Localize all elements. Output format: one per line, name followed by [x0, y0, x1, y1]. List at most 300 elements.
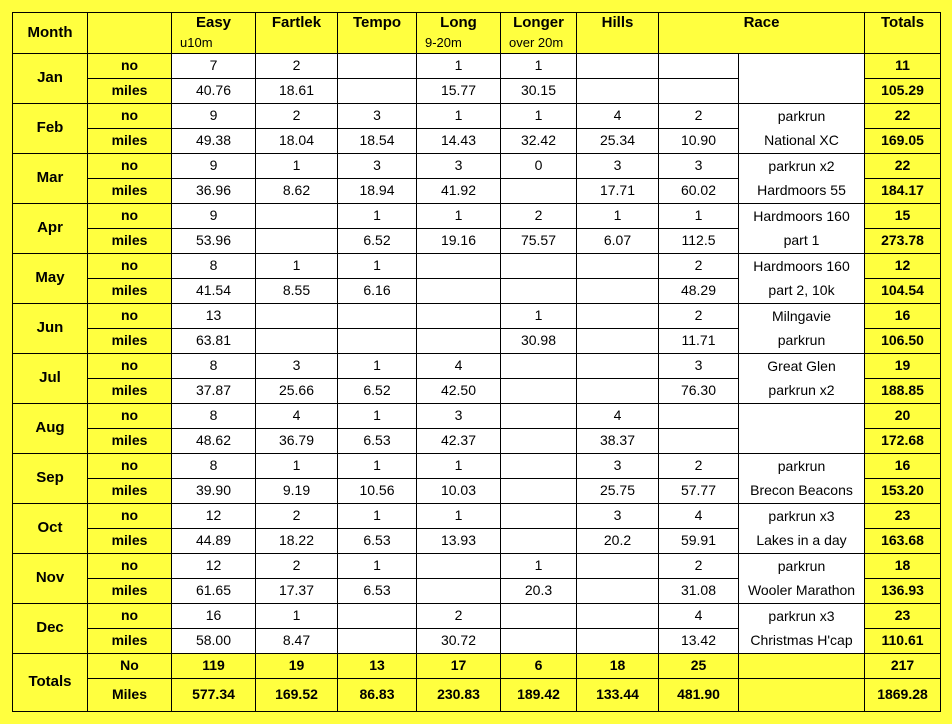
table-row	[13, 378, 941, 403]
cell-fartlek-miles	[256, 328, 338, 353]
header-fartlek: Fartlek	[256, 13, 338, 35]
total-long-no: 17	[417, 653, 501, 678]
total-miles: 163.68	[865, 528, 941, 553]
cell-longer-no: 1	[501, 553, 577, 578]
total-hills-no: 18	[577, 653, 659, 678]
table-row	[13, 178, 941, 203]
header-long: Long	[417, 13, 501, 35]
cell-fartlek-no: 2	[256, 503, 338, 528]
cell-longer-no	[501, 453, 577, 478]
row-label-miles: miles	[88, 178, 172, 203]
cell-long-miles: 42.37	[417, 428, 501, 453]
cell-easy-no: 12	[172, 553, 256, 578]
row-label-no: no	[88, 303, 172, 328]
header-row	[13, 13, 941, 35]
total-fartlek-no: 19	[256, 653, 338, 678]
cell-fartlek-miles: 8.62	[256, 178, 338, 203]
cell-longer-no	[501, 353, 577, 378]
cell-tempo-miles: 10.56	[338, 478, 417, 503]
total-no: 18	[865, 553, 941, 578]
cell-fartlek-no	[256, 203, 338, 228]
cell-hills-miles	[577, 628, 659, 653]
race-names-line2: parkrun x2	[739, 378, 865, 403]
total-miles: 106.50	[865, 328, 941, 353]
row-label-miles: miles	[88, 228, 172, 253]
cell-tempo-no: 1	[338, 253, 417, 278]
cell-tempo-no	[338, 53, 417, 78]
cell-long-no: 3	[417, 153, 501, 178]
race-names-line1: parkrun x2	[739, 153, 865, 178]
cell-hills-miles: 20.2	[577, 528, 659, 553]
row-label-no: no	[88, 603, 172, 628]
cell-fartlek-miles: 18.61	[256, 78, 338, 103]
cell-fartlek-no: 1	[256, 603, 338, 628]
race-names-line2: Brecon Beacons	[739, 478, 865, 503]
cell-long-no: 1	[417, 503, 501, 528]
cell-hills-no	[577, 53, 659, 78]
subheader-tempo	[338, 34, 417, 53]
cell-hills-miles: 25.34	[577, 128, 659, 153]
cell-easy-no: 8	[172, 353, 256, 378]
cell-easy-miles: 49.38	[172, 128, 256, 153]
table-row	[13, 503, 941, 528]
cell-tempo-miles	[338, 628, 417, 653]
cell-hills-miles: 25.75	[577, 478, 659, 503]
row-label-miles: miles	[88, 128, 172, 153]
cell-easy-miles: 44.89	[172, 528, 256, 553]
cell-long-no	[417, 303, 501, 328]
cell-easy-no: 9	[172, 103, 256, 128]
total-no: 19	[865, 353, 941, 378]
cell-long-no: 2	[417, 603, 501, 628]
cell-hills-no: 4	[577, 403, 659, 428]
cell-tempo-no: 3	[338, 153, 417, 178]
table-row	[13, 253, 941, 278]
cell-race-no: 2	[659, 303, 739, 328]
race-names-line1: parkrun x3	[739, 503, 865, 528]
cell-race-miles: 10.90	[659, 128, 739, 153]
race-names-line1: parkrun x3	[739, 603, 865, 628]
cell-tempo-no: 1	[338, 453, 417, 478]
subheader-long: 9-20m	[417, 34, 501, 53]
month-label: Nov	[13, 553, 88, 603]
table-row	[13, 78, 941, 103]
cell-easy-miles: 53.96	[172, 228, 256, 253]
race-names-line1: Hardmoors 160	[739, 203, 865, 228]
table-row	[13, 478, 941, 503]
row-label-miles: miles	[88, 378, 172, 403]
total-no: 16	[865, 303, 941, 328]
row-label-miles: miles	[88, 578, 172, 603]
cell-hills-miles	[577, 378, 659, 403]
cell-race-miles: 60.02	[659, 178, 739, 203]
total-tempo-miles: 86.83	[338, 678, 417, 711]
total-hills-miles: 133.44	[577, 678, 659, 711]
cell-hills-miles: 38.37	[577, 428, 659, 453]
cell-hills-miles	[577, 578, 659, 603]
cell-hills-miles	[577, 328, 659, 353]
cell-hills-miles: 6.07	[577, 228, 659, 253]
cell-race-miles: 48.29	[659, 278, 739, 303]
cell-longer-no: 1	[501, 53, 577, 78]
cell-longer-miles	[501, 178, 577, 203]
header-longer: Longer	[501, 13, 577, 35]
row-label-miles: miles	[88, 78, 172, 103]
cell-fartlek-no: 2	[256, 53, 338, 78]
month-label: Jul	[13, 353, 88, 403]
cell-fartlek-no: 3	[256, 353, 338, 378]
total-no: 22	[865, 103, 941, 128]
race-names-line2: part 1	[739, 228, 865, 253]
cell-race-no: 3	[659, 153, 739, 178]
race-names-line1	[739, 53, 865, 78]
subheader-hills	[577, 34, 659, 53]
row-label-miles: miles	[88, 478, 172, 503]
race-names-line2: Lakes in a day	[739, 528, 865, 553]
total-long-miles: 230.83	[417, 678, 501, 711]
table-row	[13, 453, 941, 478]
cell-longer-miles	[501, 278, 577, 303]
cell-race-miles	[659, 428, 739, 453]
cell-easy-miles: 61.65	[172, 578, 256, 603]
cell-easy-miles: 63.81	[172, 328, 256, 353]
race-names-line1: Milngavie	[739, 303, 865, 328]
total-miles: 110.61	[865, 628, 941, 653]
cell-race-no: 2	[659, 453, 739, 478]
cell-easy-miles: 48.62	[172, 428, 256, 453]
race-names-line1: Great Glen	[739, 353, 865, 378]
total-no: 22	[865, 153, 941, 178]
total-miles: 273.78	[865, 228, 941, 253]
cell-longer-no	[501, 503, 577, 528]
cell-long-no	[417, 253, 501, 278]
cell-long-miles	[417, 328, 501, 353]
cell-tempo-miles	[338, 78, 417, 103]
total-no: 16	[865, 453, 941, 478]
cell-longer-miles: 32.42	[501, 128, 577, 153]
cell-hills-no: 1	[577, 203, 659, 228]
cell-long-no	[417, 553, 501, 578]
cell-tempo-miles: 6.52	[338, 228, 417, 253]
cell-tempo-miles: 6.53	[338, 578, 417, 603]
cell-race-miles: 76.30	[659, 378, 739, 403]
cell-hills-no: 3	[577, 503, 659, 528]
cell-tempo-miles: 6.52	[338, 378, 417, 403]
cell-fartlek-miles	[256, 228, 338, 253]
cell-longer-no: 1	[501, 103, 577, 128]
totals-miles-label: Miles	[88, 678, 172, 711]
month-label: Sep	[13, 453, 88, 503]
race-names-line2	[739, 428, 865, 453]
cell-hills-no	[577, 603, 659, 628]
total-no: 15	[865, 203, 941, 228]
cell-tempo-miles: 18.94	[338, 178, 417, 203]
cell-longer-no	[501, 253, 577, 278]
table-row	[13, 553, 941, 578]
row-label-miles: miles	[88, 628, 172, 653]
cell-long-miles: 14.43	[417, 128, 501, 153]
total-race-miles: 481.90	[659, 678, 739, 711]
total-longer-no: 6	[501, 653, 577, 678]
race-names-line2: National XC	[739, 128, 865, 153]
cell-longer-no	[501, 403, 577, 428]
header-tempo: Tempo	[338, 13, 417, 35]
cell-long-miles: 15.77	[417, 78, 501, 103]
total-longer-miles: 189.42	[501, 678, 577, 711]
cell-hills-no: 4	[577, 103, 659, 128]
cell-fartlek-miles: 18.22	[256, 528, 338, 553]
month-label: Dec	[13, 603, 88, 653]
row-label-no: no	[88, 353, 172, 378]
cell-longer-miles: 30.15	[501, 78, 577, 103]
cell-longer-no: 0	[501, 153, 577, 178]
cell-hills-miles	[577, 78, 659, 103]
cell-long-miles: 41.92	[417, 178, 501, 203]
cell-race-no: 1	[659, 203, 739, 228]
cell-tempo-miles: 6.16	[338, 278, 417, 303]
totals-row	[13, 678, 941, 711]
grand-total-miles: 1869.28	[865, 678, 941, 711]
cell-tempo-no: 3	[338, 103, 417, 128]
row-label-miles: miles	[88, 328, 172, 353]
cell-easy-miles: 39.90	[172, 478, 256, 503]
cell-long-miles: 19.16	[417, 228, 501, 253]
header-hills: Hills	[577, 13, 659, 35]
row-label-no: no	[88, 203, 172, 228]
total-tempo-no: 13	[338, 653, 417, 678]
cell-easy-miles: 58.00	[172, 628, 256, 653]
table-row	[13, 203, 941, 228]
header-race: Race	[659, 13, 865, 35]
cell-race-miles: 57.77	[659, 478, 739, 503]
row-label-no: no	[88, 53, 172, 78]
cell-hills-no	[577, 303, 659, 328]
cell-tempo-no	[338, 303, 417, 328]
totals-no-label: No	[88, 653, 172, 678]
cell-long-miles: 42.50	[417, 378, 501, 403]
training-summary-table	[12, 12, 941, 712]
total-no: 20	[865, 403, 941, 428]
cell-easy-no: 16	[172, 603, 256, 628]
race-names-line2: parkrun	[739, 328, 865, 353]
cell-race-no: 4	[659, 503, 739, 528]
total-miles: 105.29	[865, 78, 941, 103]
table-row	[13, 278, 941, 303]
cell-race-miles: 31.08	[659, 578, 739, 603]
race-names-line2: Hardmoors 55	[739, 178, 865, 203]
cell-tempo-miles	[338, 328, 417, 353]
cell-longer-miles: 20.3	[501, 578, 577, 603]
header-label-col	[88, 13, 172, 54]
total-race-no: 25	[659, 653, 739, 678]
row-label-no: no	[88, 403, 172, 428]
table-row	[13, 578, 941, 603]
cell-easy-no: 9	[172, 203, 256, 228]
table-row	[13, 53, 941, 78]
cell-longer-miles	[501, 628, 577, 653]
race-names-line1: Hardmoors 160	[739, 253, 865, 278]
cell-fartlek-miles: 25.66	[256, 378, 338, 403]
month-label: May	[13, 253, 88, 303]
cell-hills-no	[577, 353, 659, 378]
subheader-longer: over 20m	[501, 34, 577, 53]
cell-tempo-no: 1	[338, 553, 417, 578]
cell-longer-miles	[501, 528, 577, 553]
race-names-line2: Christmas H'cap	[739, 628, 865, 653]
month-label: Oct	[13, 503, 88, 553]
cell-long-no: 3	[417, 403, 501, 428]
cell-hills-miles: 17.71	[577, 178, 659, 203]
cell-easy-miles: 36.96	[172, 178, 256, 203]
grand-total-no: 217	[865, 653, 941, 678]
cell-easy-no: 9	[172, 153, 256, 178]
cell-fartlek-miles: 18.04	[256, 128, 338, 153]
row-label-no: no	[88, 153, 172, 178]
cell-race-miles: 112.5	[659, 228, 739, 253]
cell-easy-no: 8	[172, 253, 256, 278]
month-label: Feb	[13, 103, 88, 153]
month-label: Apr	[13, 203, 88, 253]
table-row	[13, 153, 941, 178]
row-label-miles: miles	[88, 528, 172, 553]
cell-fartlek-no: 1	[256, 153, 338, 178]
cell-race-miles: 11.71	[659, 328, 739, 353]
table-row	[13, 103, 941, 128]
total-no: 12	[865, 253, 941, 278]
total-miles: 188.85	[865, 378, 941, 403]
table-row	[13, 128, 941, 153]
total-miles: 136.93	[865, 578, 941, 603]
cell-fartlek-no: 4	[256, 403, 338, 428]
cell-tempo-no: 1	[338, 353, 417, 378]
header-month: Month	[13, 13, 88, 54]
month-label: Aug	[13, 403, 88, 453]
total-no: 23	[865, 603, 941, 628]
table-body	[13, 13, 941, 712]
cell-longer-miles	[501, 478, 577, 503]
cell-long-no: 1	[417, 53, 501, 78]
cell-fartlek-no: 2	[256, 103, 338, 128]
cell-long-miles: 10.03	[417, 478, 501, 503]
month-label: Jan	[13, 53, 88, 103]
cell-fartlek-no	[256, 303, 338, 328]
cell-fartlek-miles: 17.37	[256, 578, 338, 603]
cell-longer-miles: 75.57	[501, 228, 577, 253]
total-miles: 153.20	[865, 478, 941, 503]
cell-hills-no: 3	[577, 453, 659, 478]
cell-easy-miles: 41.54	[172, 278, 256, 303]
row-label-no: no	[88, 503, 172, 528]
cell-race-miles: 13.42	[659, 628, 739, 653]
cell-tempo-no: 1	[338, 503, 417, 528]
row-label-no: no	[88, 553, 172, 578]
cell-tempo-miles: 18.54	[338, 128, 417, 153]
total-miles: 104.54	[865, 278, 941, 303]
table-row	[13, 228, 941, 253]
cell-fartlek-miles: 36.79	[256, 428, 338, 453]
cell-race-no: 2	[659, 103, 739, 128]
month-label: Mar	[13, 153, 88, 203]
cell-longer-miles: 30.98	[501, 328, 577, 353]
cell-hills-no	[577, 553, 659, 578]
subheader-fartlek	[256, 34, 338, 53]
cell-tempo-no: 1	[338, 203, 417, 228]
cell-long-no: 4	[417, 353, 501, 378]
race-names-line1: parkrun	[739, 453, 865, 478]
subheader-totals	[865, 34, 941, 53]
total-miles: 172.68	[865, 428, 941, 453]
totals-race-blank	[739, 653, 865, 678]
cell-race-no: 3	[659, 353, 739, 378]
cell-long-no: 1	[417, 203, 501, 228]
table-row	[13, 428, 941, 453]
cell-race-no	[659, 53, 739, 78]
cell-fartlek-miles: 8.55	[256, 278, 338, 303]
cell-easy-no: 8	[172, 403, 256, 428]
table-row	[13, 328, 941, 353]
totals-row	[13, 653, 941, 678]
cell-race-no	[659, 403, 739, 428]
race-names-line2: Wooler Marathon	[739, 578, 865, 603]
table-row	[13, 603, 941, 628]
table-row	[13, 528, 941, 553]
row-label-no: no	[88, 453, 172, 478]
cell-easy-no: 12	[172, 503, 256, 528]
cell-long-no: 1	[417, 453, 501, 478]
cell-tempo-no	[338, 603, 417, 628]
race-names-line1: parkrun	[739, 553, 865, 578]
total-easy-miles: 577.34	[172, 678, 256, 711]
cell-easy-miles: 37.87	[172, 378, 256, 403]
total-miles: 184.17	[865, 178, 941, 203]
subheader-race	[659, 34, 865, 53]
table-row	[13, 628, 941, 653]
race-names-line2: part 2, 10k	[739, 278, 865, 303]
cell-fartlek-miles: 8.47	[256, 628, 338, 653]
cell-fartlek-no: 2	[256, 553, 338, 578]
cell-race-miles	[659, 78, 739, 103]
cell-long-miles	[417, 578, 501, 603]
cell-long-miles: 30.72	[417, 628, 501, 653]
cell-hills-miles	[577, 278, 659, 303]
cell-long-miles	[417, 278, 501, 303]
cell-easy-no: 8	[172, 453, 256, 478]
cell-easy-no: 13	[172, 303, 256, 328]
cell-long-no: 1	[417, 103, 501, 128]
race-names-line2	[739, 78, 865, 103]
cell-hills-no: 3	[577, 153, 659, 178]
cell-race-no: 2	[659, 253, 739, 278]
cell-longer-miles	[501, 428, 577, 453]
row-label-no: no	[88, 253, 172, 278]
cell-easy-no: 7	[172, 53, 256, 78]
cell-fartlek-miles: 9.19	[256, 478, 338, 503]
subheader-easy: u10m	[172, 34, 256, 53]
cell-hills-no	[577, 253, 659, 278]
totals-race-blank	[739, 678, 865, 711]
table-row	[13, 403, 941, 428]
cell-longer-no: 1	[501, 303, 577, 328]
table-row	[13, 303, 941, 328]
cell-fartlek-no: 1	[256, 453, 338, 478]
total-easy-no: 119	[172, 653, 256, 678]
total-fartlek-miles: 169.52	[256, 678, 338, 711]
cell-fartlek-no: 1	[256, 253, 338, 278]
cell-race-no: 2	[659, 553, 739, 578]
month-label: Jun	[13, 303, 88, 353]
cell-tempo-miles: 6.53	[338, 428, 417, 453]
totals-label: Totals	[13, 653, 88, 711]
